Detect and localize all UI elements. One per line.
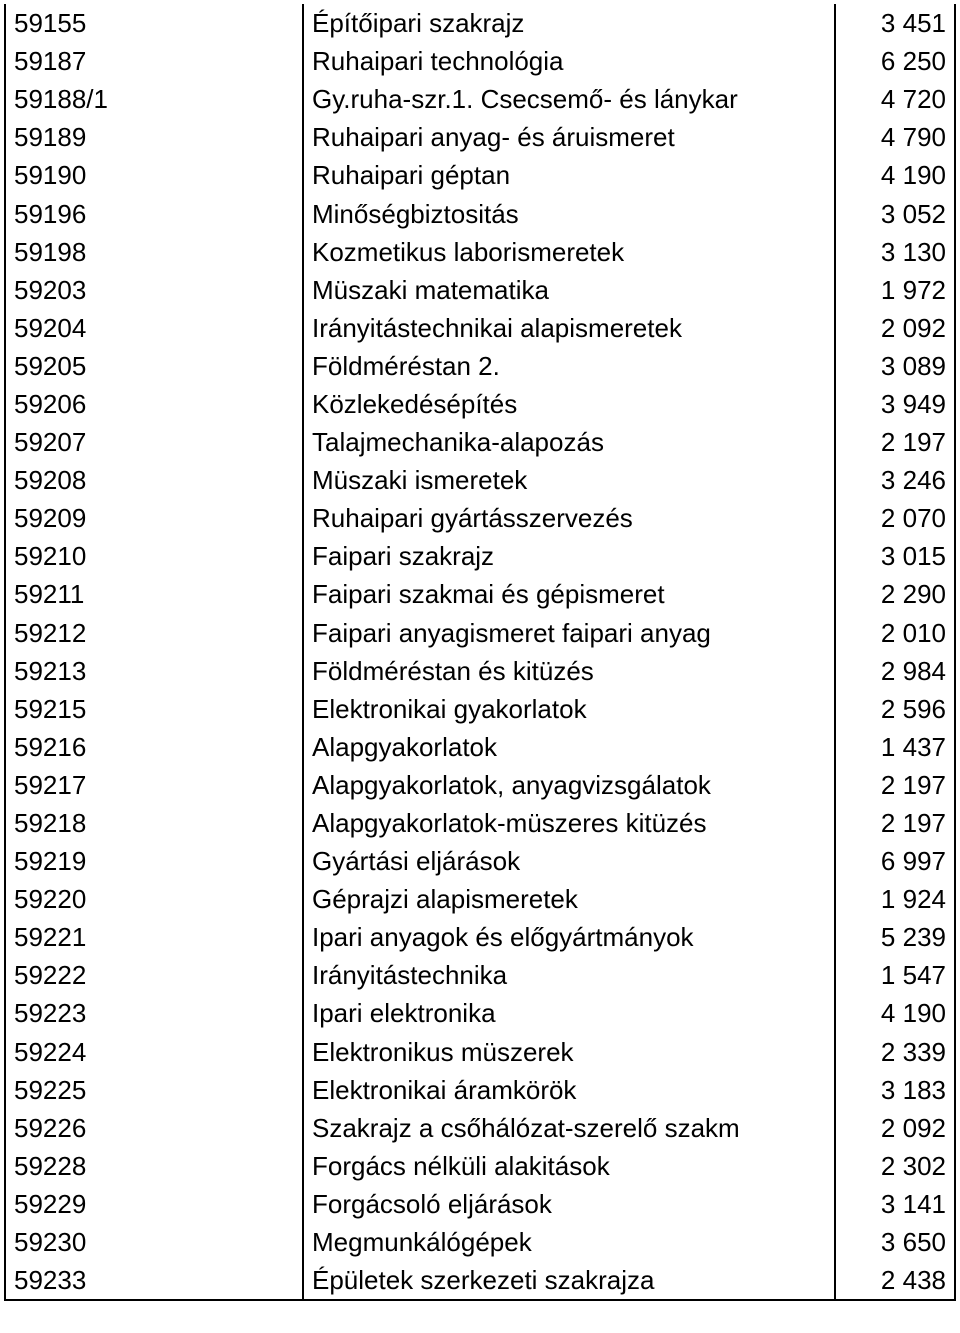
item-title-cell: Forgácsoló eljárások <box>303 1185 835 1223</box>
table-row <box>5 309 955 347</box>
price-table <box>4 4 956 1301</box>
item-code-cell: 59222 <box>5 956 303 994</box>
item-code-cell: 59233 <box>5 1261 303 1300</box>
table-row <box>5 156 955 194</box>
item-title-cell: Ruhaipari géptan <box>303 156 835 194</box>
table-body <box>5 4 955 1300</box>
item-title-cell: Faipari anyagismeret faipari anyag <box>303 614 835 652</box>
item-value-cell: 3 451 <box>835 4 955 42</box>
item-value-cell: 3 130 <box>835 233 955 271</box>
item-code-cell: 59226 <box>5 1109 303 1147</box>
item-title-cell: Ruhaipari technológia <box>303 42 835 80</box>
item-title-cell: Földméréstan 2. <box>303 347 835 385</box>
item-value-cell: 4 190 <box>835 156 955 194</box>
document-sheet <box>4 4 954 1301</box>
item-code-cell: 59215 <box>5 690 303 728</box>
table-row <box>5 918 955 956</box>
item-title-cell: Közlekedésépítés <box>303 385 835 423</box>
item-value-cell: 2 596 <box>835 690 955 728</box>
item-code-cell: 59196 <box>5 194 303 232</box>
table-row <box>5 347 955 385</box>
table-row <box>5 233 955 271</box>
item-title-cell: Földméréstan és kitüzés <box>303 652 835 690</box>
item-code-cell: 59210 <box>5 537 303 575</box>
item-value-cell: 6 250 <box>835 42 955 80</box>
table-row <box>5 804 955 842</box>
item-value-cell: 2 010 <box>835 614 955 652</box>
item-value-cell: 2 438 <box>835 1261 955 1300</box>
item-title-cell: Építőipari szakrajz <box>303 4 835 42</box>
item-code-cell: 59206 <box>5 385 303 423</box>
item-code-cell: 59218 <box>5 804 303 842</box>
item-code-cell: 59198 <box>5 233 303 271</box>
table-row <box>5 652 955 690</box>
table-row <box>5 880 955 918</box>
table-row <box>5 194 955 232</box>
table-row <box>5 842 955 880</box>
item-value-cell: 2 290 <box>835 575 955 613</box>
item-title-cell: Alapgyakorlatok <box>303 728 835 766</box>
item-title-cell: Megmunkálógépek <box>303 1223 835 1261</box>
item-value-cell: 3 141 <box>835 1185 955 1223</box>
item-code-cell: 59224 <box>5 1033 303 1071</box>
table-row <box>5 956 955 994</box>
item-title-cell: Alapgyakorlatok, anyagvizsgálatok <box>303 766 835 804</box>
item-code-cell: 59212 <box>5 614 303 652</box>
item-code-cell: 59190 <box>5 156 303 194</box>
item-value-cell: 4 790 <box>835 118 955 156</box>
table-row <box>5 4 955 42</box>
item-value-cell: 3 183 <box>835 1071 955 1109</box>
item-value-cell: 1 547 <box>835 956 955 994</box>
item-title-cell: Irányitástechnika <box>303 956 835 994</box>
item-title-cell: Kozmetikus laborismeretek <box>303 233 835 271</box>
table-row <box>5 1261 955 1300</box>
item-title-cell: Szakrajz a csőhálózat-szerelő szakm <box>303 1109 835 1147</box>
table-row <box>5 271 955 309</box>
item-code-cell: 59221 <box>5 918 303 956</box>
table-row <box>5 614 955 652</box>
table-row <box>5 385 955 423</box>
item-title-cell: Müszaki ismeretek <box>303 461 835 499</box>
table-row <box>5 80 955 118</box>
item-code-cell: 59209 <box>5 499 303 537</box>
item-value-cell: 3 650 <box>835 1223 955 1261</box>
item-title-cell: Irányitástechnikai alapismeretek <box>303 309 835 347</box>
item-code-cell: 59225 <box>5 1071 303 1109</box>
item-title-cell: Elektronikus müszerek <box>303 1033 835 1071</box>
item-value-cell: 2 092 <box>835 309 955 347</box>
item-title-cell: Faipari szakmai és gépismeret <box>303 575 835 613</box>
item-value-cell: 5 239 <box>835 918 955 956</box>
item-title-cell: Alapgyakorlatok-müszeres kitüzés <box>303 804 835 842</box>
item-code-cell: 59211 <box>5 575 303 613</box>
item-title-cell: Elektronikai áramkörök <box>303 1071 835 1109</box>
item-value-cell: 2 070 <box>835 499 955 537</box>
item-code-cell: 59207 <box>5 423 303 461</box>
item-code-cell: 59208 <box>5 461 303 499</box>
item-title-cell: Gyártási eljárások <box>303 842 835 880</box>
item-code-cell: 59204 <box>5 309 303 347</box>
table-row <box>5 1185 955 1223</box>
item-code-cell: 59213 <box>5 652 303 690</box>
item-value-cell: 2 984 <box>835 652 955 690</box>
table-row <box>5 42 955 80</box>
item-code-cell: 59205 <box>5 347 303 385</box>
item-code-cell: 59220 <box>5 880 303 918</box>
table-row <box>5 728 955 766</box>
item-value-cell: 2 197 <box>835 766 955 804</box>
item-value-cell: 2 092 <box>835 1109 955 1147</box>
item-value-cell: 3 949 <box>835 385 955 423</box>
item-value-cell: 1 924 <box>835 880 955 918</box>
table-row <box>5 423 955 461</box>
item-value-cell: 1 437 <box>835 728 955 766</box>
table-row <box>5 499 955 537</box>
item-value-cell: 1 972 <box>835 271 955 309</box>
table-row <box>5 575 955 613</box>
table-row <box>5 994 955 1032</box>
item-title-cell: Épületek szerkezeti szakrajza <box>303 1261 835 1300</box>
table-row <box>5 1147 955 1185</box>
item-title-cell: Ruhaipari anyag- és áruismeret <box>303 118 835 156</box>
item-title-cell: Ipari anyagok és előgyártmányok <box>303 918 835 956</box>
item-value-cell: 2 339 <box>835 1033 955 1071</box>
table-row <box>5 1071 955 1109</box>
item-code-cell: 59229 <box>5 1185 303 1223</box>
item-value-cell: 2 302 <box>835 1147 955 1185</box>
item-value-cell: 6 997 <box>835 842 955 880</box>
item-code-cell: 59189 <box>5 118 303 156</box>
item-code-cell: 59217 <box>5 766 303 804</box>
table-row <box>5 1109 955 1147</box>
item-title-cell: Talajmechanika-alapozás <box>303 423 835 461</box>
table-row <box>5 690 955 728</box>
item-value-cell: 3 089 <box>835 347 955 385</box>
table-row <box>5 1223 955 1261</box>
item-title-cell: Ipari elektronika <box>303 994 835 1032</box>
item-title-cell: Faipari szakrajz <box>303 537 835 575</box>
table-row <box>5 537 955 575</box>
item-value-cell: 4 190 <box>835 994 955 1032</box>
item-code-cell: 59223 <box>5 994 303 1032</box>
item-code-cell: 59188/1 <box>5 80 303 118</box>
table-row <box>5 766 955 804</box>
item-title-cell: Gy.ruha-szr.1. Csecsemő- és lánykar <box>303 80 835 118</box>
item-title-cell: Elektronikai gyakorlatok <box>303 690 835 728</box>
item-title-cell: Minőségbiztositás <box>303 194 835 232</box>
item-value-cell: 3 015 <box>835 537 955 575</box>
item-code-cell: 59230 <box>5 1223 303 1261</box>
item-code-cell: 59216 <box>5 728 303 766</box>
item-code-cell: 59187 <box>5 42 303 80</box>
item-code-cell: 59155 <box>5 4 303 42</box>
item-title-cell: Forgács nélküli alakitások <box>303 1147 835 1185</box>
item-title-cell: Ruhaipari gyártásszervezés <box>303 499 835 537</box>
table-row <box>5 1033 955 1071</box>
item-value-cell: 2 197 <box>835 423 955 461</box>
item-value-cell: 3 052 <box>835 194 955 232</box>
table-row <box>5 461 955 499</box>
item-code-cell: 59203 <box>5 271 303 309</box>
item-value-cell: 4 720 <box>835 80 955 118</box>
table-row <box>5 118 955 156</box>
item-title-cell: Müszaki matematika <box>303 271 835 309</box>
item-code-cell: 59228 <box>5 1147 303 1185</box>
item-value-cell: 3 246 <box>835 461 955 499</box>
item-code-cell: 59219 <box>5 842 303 880</box>
item-title-cell: Géprajzi alapismeretek <box>303 880 835 918</box>
item-value-cell: 2 197 <box>835 804 955 842</box>
